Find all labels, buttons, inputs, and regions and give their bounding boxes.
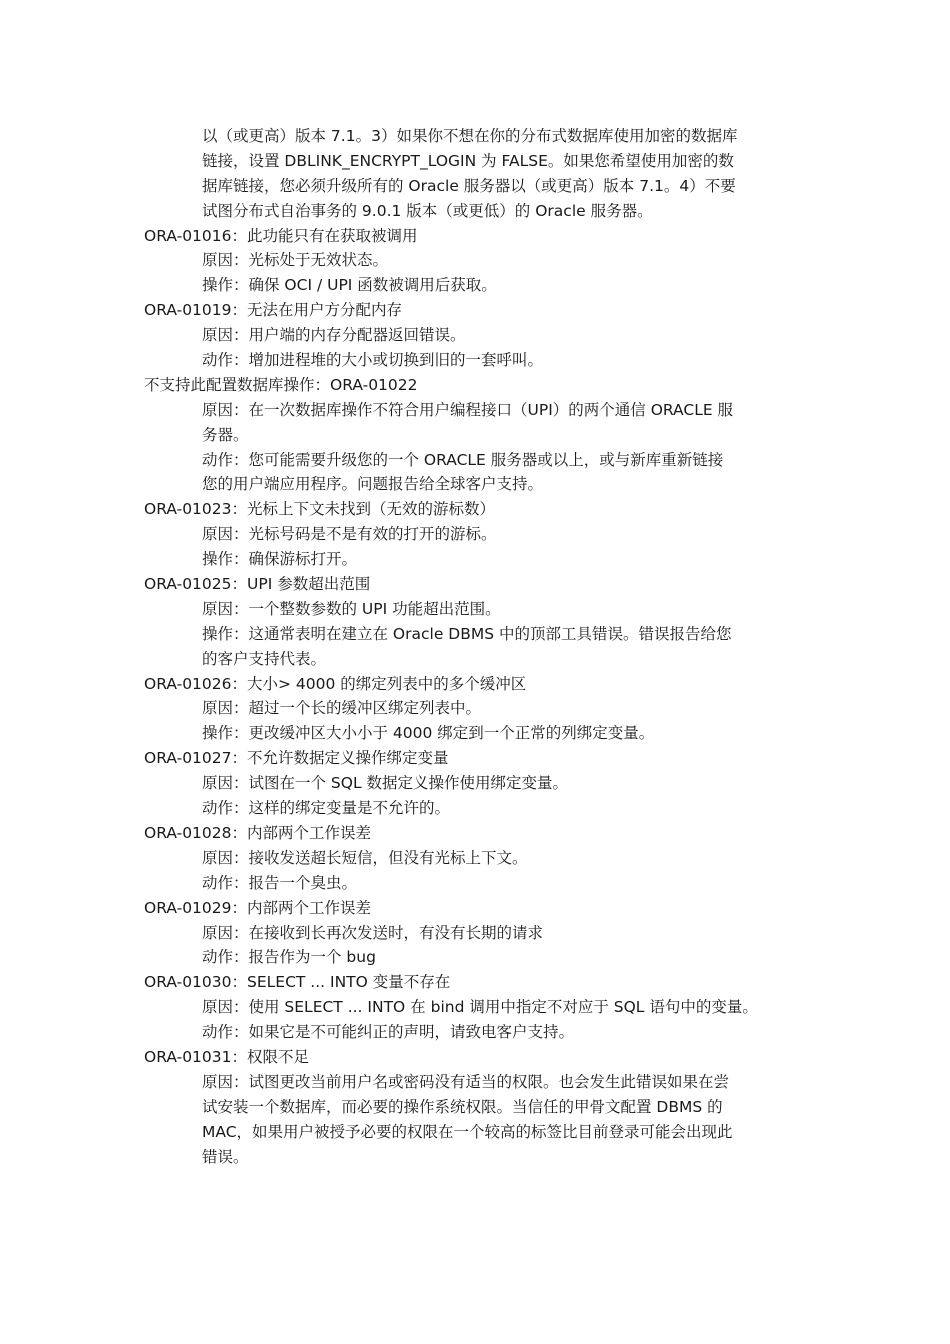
cause-line: 原因：一个整数参数的 UPI 功能超出范围。 xyxy=(202,599,501,618)
error-code-heading: ORA-01027：不允许数据定义操作绑定变量 xyxy=(144,749,449,768)
action-line: 操作：确保游标打开。 xyxy=(202,550,358,569)
error-code-heading: 不支持此配置数据库操作：ORA-01022 xyxy=(144,375,418,394)
document-body xyxy=(144,124,814,1169)
action-line: 动作：如果它是不可能纠正的声明，请致电客户支持。 xyxy=(202,1023,575,1042)
action-line: 动作：报告作为一个 bug xyxy=(202,948,376,967)
text-line: 以（或更高）版本 7.1。3）如果你不想在你的分布式数据库使用加密的数据库 xyxy=(202,127,738,145)
error-code-heading: ORA-01031：权限不足 xyxy=(144,1047,310,1066)
text-line: 据库链接，您必须升级所有的 Oracle 服务器以（或更高）版本 7.1。4）不要 xyxy=(202,176,736,195)
error-code-heading: ORA-01026：大小> 4000 的绑定列表中的多个缓冲区 xyxy=(144,674,527,693)
action-line: 操作：更改缓冲区大小小于 4000 绑定到一个正常的列绑定变量。 xyxy=(202,724,655,743)
error-code-heading: ORA-01028：内部两个工作误差 xyxy=(144,823,372,842)
error-code-heading: ORA-01016：此功能只有在获取被调用 xyxy=(144,226,418,245)
action-line: 您的用户端应用程序。问题报告给全球客户支持。 xyxy=(202,475,544,494)
action-line: 动作：您可能需要升级您的一个 ORACLE 服务器或以上，或与新库重新链接 xyxy=(202,450,724,469)
cause-line: 原因：用户端的内存分配器返回错误。 xyxy=(202,326,466,345)
error-code-heading: ORA-01029：内部两个工作误差 xyxy=(144,898,372,917)
action-line: 动作：报告一个臭虫。 xyxy=(202,873,358,892)
text-line: 试图分布式自治事务的 9.0.1 版本（或更低）的 Oracle 服务器。 xyxy=(202,201,653,220)
cause-line: 原因：超过一个长的缓冲区绑定列表中。 xyxy=(202,699,482,718)
error-code-heading: ORA-01030：SELECT ... INTO 变量不存在 xyxy=(144,973,451,992)
action-line: 的客户支持代表。 xyxy=(202,649,327,668)
error-code-heading: ORA-01025：UPI 参数超出范围 xyxy=(144,575,371,594)
action-line: 操作：确保 OCI / UPI 函数被调用后获取。 xyxy=(202,276,497,295)
cause-line: 试安装一个数据库，而必要的操作系统权限。当信任的甲骨文配置 DBMS 的 xyxy=(202,1097,723,1116)
cause-line: 原因：试图在一个 SQL 数据定义操作使用绑定变量。 xyxy=(202,774,569,793)
cause-line: 原因：光标号码是不是有效的打开的游标。 xyxy=(202,525,497,544)
error-code-heading: ORA-01023：光标上下文未找到（无效的游标数） xyxy=(144,500,496,519)
action-line: 动作：这样的绑定变量是不允许的。 xyxy=(202,799,451,818)
cause-line: 务器。 xyxy=(202,425,249,444)
cause-line: 原因：在接收到长再次发送时，有没有长期的请求 xyxy=(202,923,544,942)
action-line: 操作：这通常表明在建立在 Oracle DBMS 中的顶部工具错误。错误报告给您 xyxy=(202,624,732,643)
text-line: 链接，设置 DBLINK_ENCRYPT_LOGIN 为 FALSE。如果您希望使用加密的数 xyxy=(202,151,734,170)
cause-line: 原因：使用 SELECT ... INTO 在 bind 调用中指定不对应于 SQL 语句中的变量。 xyxy=(202,998,758,1017)
cause-line: MAC，如果用户被授予必要的权限在一个较高的标签比目前登录可能会出现此 xyxy=(202,1122,733,1141)
cause-line: 错误。 xyxy=(202,1147,249,1166)
action-line: 动作：增加进程堆的大小或切换到旧的一套呼叫。 xyxy=(202,351,544,370)
cause-line: 原因：接收发送超长短信，但没有光标上下文。 xyxy=(202,848,528,867)
error-code-heading: ORA-01019：无法在用户方分配内存 xyxy=(144,301,403,320)
cause-line: 原因：光标处于无效状态。 xyxy=(202,251,389,270)
cause-line: 原因：试图更改当前用户名或密码没有适当的权限。也会发生此错误如果在尝 xyxy=(202,1072,730,1091)
cause-line: 原因：在一次数据库操作不符合用户编程接口（UPI）的两个通信 ORACLE 服 xyxy=(202,400,734,419)
